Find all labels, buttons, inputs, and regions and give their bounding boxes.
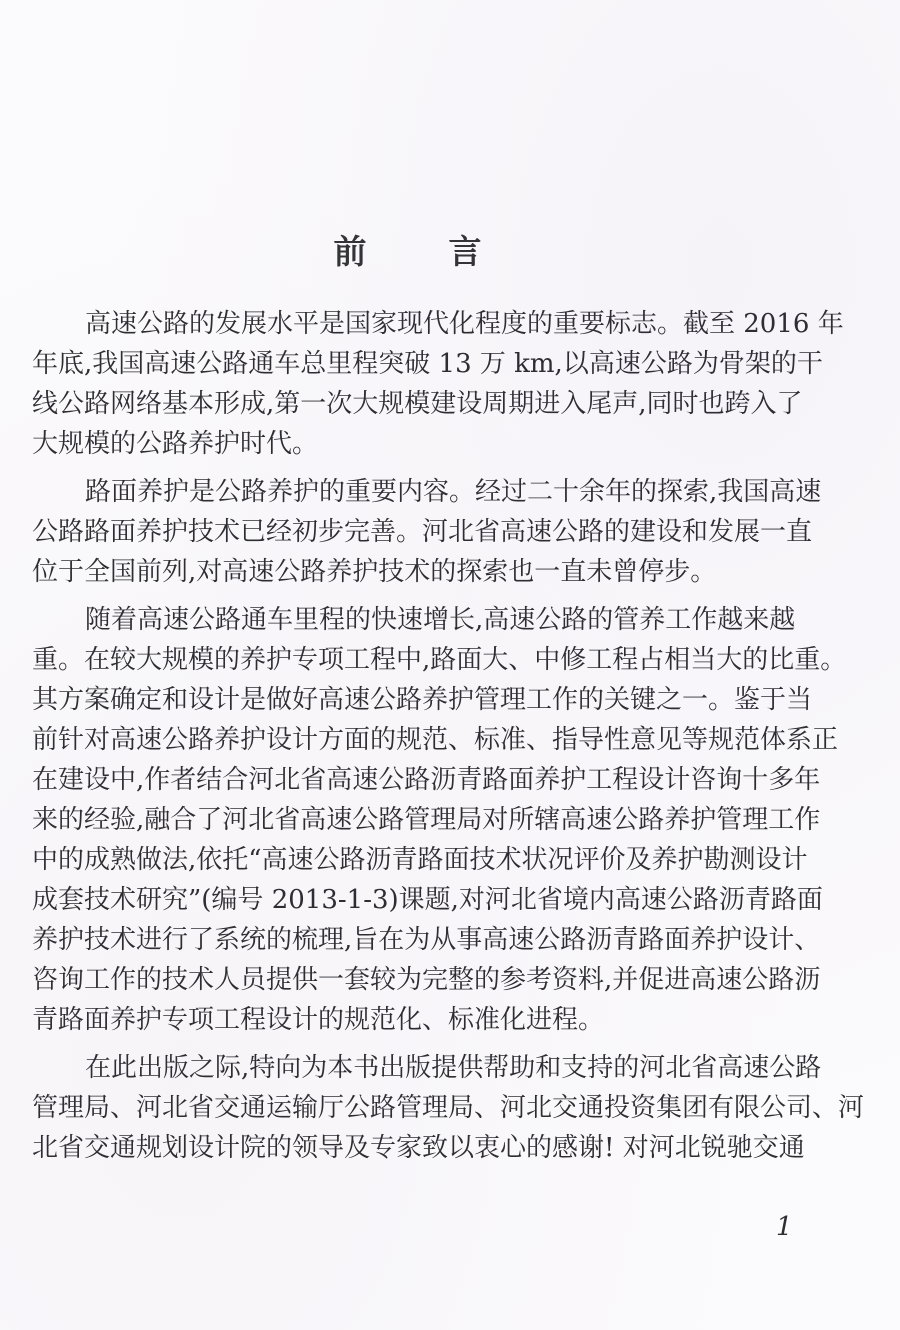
paragraph-line: 在此出版之际,特向为本书出版提供帮助和支持的河北省高速公路 bbox=[85, 1053, 822, 1083]
paragraph-line: 路面养护是公路养护的重要内容。经过二十余年的探索,我国高速 bbox=[85, 477, 822, 507]
paragraph-line: 线公路网络基本形成,第一次大规模建设周期进入尾声,同时也跨入了 bbox=[32, 389, 803, 419]
paragraph-1 bbox=[32, 304, 844, 464]
title-char-1: 前 bbox=[333, 232, 367, 271]
paragraph-line: 养护技术进行了系统的梳理,旨在为从事高速公路沥青路面养护设计、 bbox=[32, 925, 821, 955]
paragraph-line: 随着高速公路通车里程的快速增长,高速公路的管养工作越来越 bbox=[85, 605, 796, 635]
title-char-2: 言 bbox=[448, 232, 482, 271]
paragraph-line: 来的经验,融合了河北省高速公路管理局对所辖高速公路养护管理工作 bbox=[32, 805, 821, 835]
page-number: 1 bbox=[776, 1212, 793, 1242]
paragraph-line: 中的成熟做法,依托“高速公路沥青路面技术状况评价及养护勘测设计 bbox=[32, 845, 808, 875]
paragraph-line: 大规模的公路养护时代。 bbox=[32, 429, 319, 459]
paragraph-line: 成套技术研究”(编号 2013-1-3)课题,对河北省境内高速公路沥青路面 bbox=[32, 885, 823, 915]
paragraph-line: 咨询工作的技术人员提供一套较为完整的参考资料,并促进高速公路沥 bbox=[32, 965, 821, 995]
section-title-preface bbox=[0, 226, 815, 273]
paragraph-2 bbox=[32, 472, 822, 592]
paragraph-line: 其方案确定和设计是做好高速公路养护管理工作的关键之一。鉴于当 bbox=[32, 685, 813, 715]
paragraph-line: 公路路面养护技术已经初步完善。河北省高速公路的建设和发展一直 bbox=[32, 517, 813, 547]
paragraph-4 bbox=[32, 1048, 865, 1168]
paragraph-line: 重。在较大规模的养护专项工程中,路面大、中修工程占相当大的比重。 bbox=[32, 645, 847, 675]
paragraph-line: 青路面养护专项工程设计的规范化、标准化进程。 bbox=[32, 1005, 605, 1035]
paragraph-line: 年底,我国高速公路通车总里程突破 13 万 km,以高速公路为骨架的干 bbox=[32, 349, 823, 379]
paragraph-line: 高速公路的发展水平是国家现代化程度的重要标志。截至 2016 年 bbox=[85, 309, 844, 339]
paragraph-line: 前针对高速公路养护设计方面的规范、标准、指导性意见等规范体系正 bbox=[32, 725, 839, 755]
paragraph-line: 北省交通规划设计院的领导及专家致以衷心的感谢! 对河北锐驰交通 bbox=[32, 1133, 805, 1163]
paragraph-line: 位于全国前列,对高速公路养护技术的探索也一直未曾停步。 bbox=[32, 557, 717, 587]
paragraph-line: 在建设中,作者结合河北省高速公路沥青路面养护工程设计咨询十多年 bbox=[32, 765, 821, 795]
preface-body bbox=[32, 304, 865, 1176]
paragraph-line: 管理局、河北省交通运输厅公路管理局、河北交通投资集团有限公司、河 bbox=[32, 1093, 865, 1123]
paragraph-3 bbox=[32, 600, 847, 1040]
